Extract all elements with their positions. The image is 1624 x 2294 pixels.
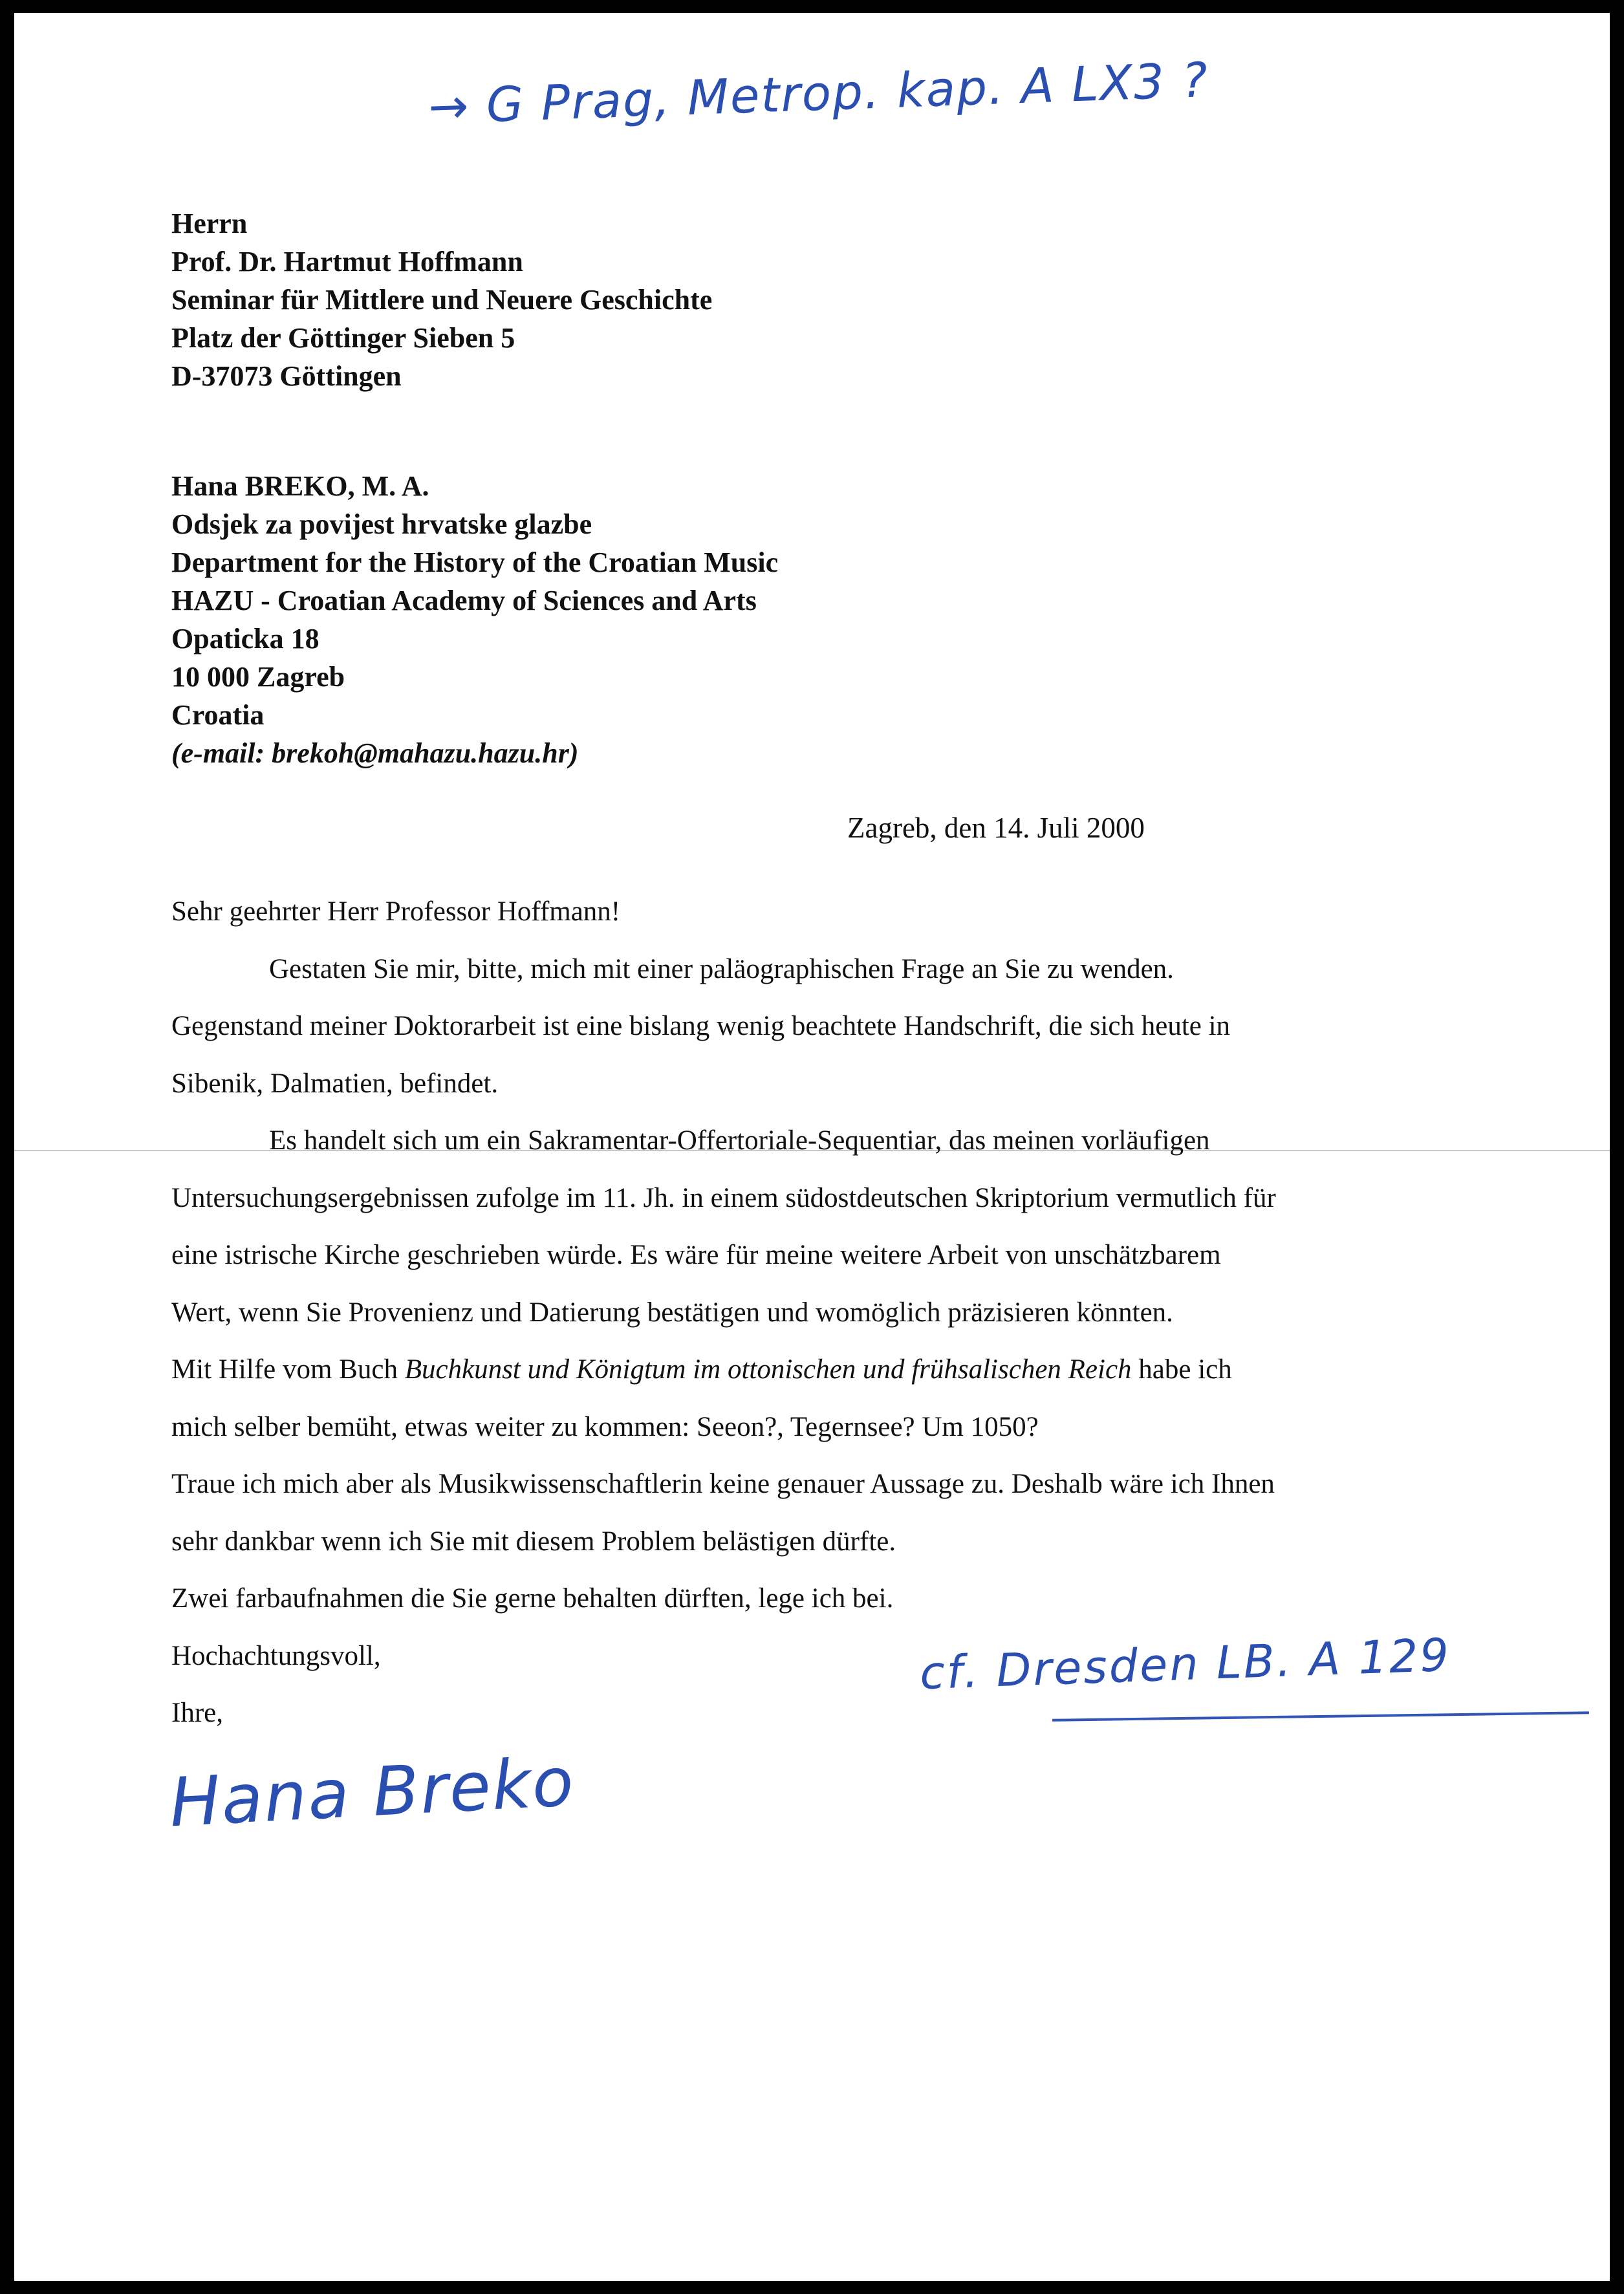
- body-line: Sibenik, Dalmatien, befindet.: [171, 1068, 499, 1099]
- handwritten-note-top: → G Prag, Metrop. kap. A LX3 ?: [427, 52, 1210, 136]
- sender-address: [171, 467, 778, 772]
- letter-body: [171, 883, 1562, 1742]
- body-line: Gestaten Sie mir, bitte, mich mit einer paläographischen Frage an Sie zu wenden.: [269, 953, 1174, 984]
- sender-line: Department for the History of the Croatian Music: [171, 546, 779, 578]
- body-line: Untersuchungsergebnissen zufolge im 11. Jh. in einem südostdeutschen Skriptorium vermutlich für: [171, 1182, 1276, 1213]
- handwritten-note-side: cf. Dresden LB. A 129: [918, 1628, 1452, 1700]
- body-line: mich selber bemüht, etwas weiter zu kommen: Seeon?, Tegernsee? Um 1050?: [171, 1411, 1039, 1442]
- sender-line: HAZU - Croatian Academy of Sciences and Arts: [171, 585, 757, 616]
- closing-ihre: Ihre,: [171, 1698, 223, 1728]
- body-line: Gegenstand meiner Doktorarbeit ist eine bislang wenig beachtete Handschrift, die sich heute in: [171, 1011, 1231, 1041]
- body-line: eine istrische Kirche geschrieben würde. Es wäre für meine weitere Arbeit von unschätzbarem: [171, 1240, 1221, 1270]
- sender-line: 10 000 Zagreb: [171, 661, 345, 693]
- book-line-prefix: Mit Hilfe vom Buch: [171, 1354, 405, 1385]
- letter-page: [14, 13, 1610, 2281]
- body-line: Es handelt sich um ein Sakramentar-Offertoriale-Sequentiar, das meinen vorläufigen: [269, 1125, 1210, 1156]
- recipient-line: Herrn: [171, 208, 248, 239]
- body-line: sehr dankbar wenn ich Sie mit diesem Problem belästigen dürfte.: [171, 1526, 896, 1557]
- letter-date: Zagreb, den 14. Juli 2000: [847, 812, 1145, 844]
- recipient-line: D-37073 Göttingen: [171, 360, 402, 392]
- recipient-address: [171, 204, 712, 395]
- book-line-suffix: habe ich: [1131, 1354, 1232, 1385]
- closing: Hochachtungsvoll,: [171, 1640, 381, 1671]
- sender-line: Odsjek za povijest hrvatske glazbe: [171, 508, 592, 540]
- recipient-line: Platz der Göttinger Sieben 5: [171, 322, 515, 354]
- sender-line: Croatia: [171, 699, 265, 731]
- recipient-line: Seminar für Mittlere und Neuere Geschichte: [171, 284, 713, 316]
- body-line: Zwei farbaufnahmen die Sie gerne behalten dürften, lege ich bei.: [171, 1583, 894, 1614]
- body-line: Traue ich mich aber als Musikwissenschaftlerin keine genauer Aussage zu. Deshalb wäre ich Ihnen: [171, 1469, 1275, 1499]
- sender-line: Hana BREKO, M. A.: [171, 470, 429, 502]
- salutation: Sehr geehrter Herr Professor Hoffmann!: [171, 896, 621, 927]
- recipient-line: Prof. Dr. Hartmut Hoffmann: [171, 246, 523, 277]
- body-line: Wert, wenn Sie Provenienz und Datierung bestätigen und womöglich präzisieren könnten.: [171, 1297, 1173, 1328]
- book-title: Buchkunst und Königtum im ottonischen und frühsalischen Reich: [404, 1354, 1132, 1385]
- sender-line: Opaticka 18: [171, 623, 319, 655]
- book-reference-line: [171, 1341, 1562, 1399]
- handwritten-signature: Hana Breko: [168, 1742, 577, 1843]
- sender-email: (e-mail: brekoh@mahazu.hazu.hr): [171, 737, 579, 769]
